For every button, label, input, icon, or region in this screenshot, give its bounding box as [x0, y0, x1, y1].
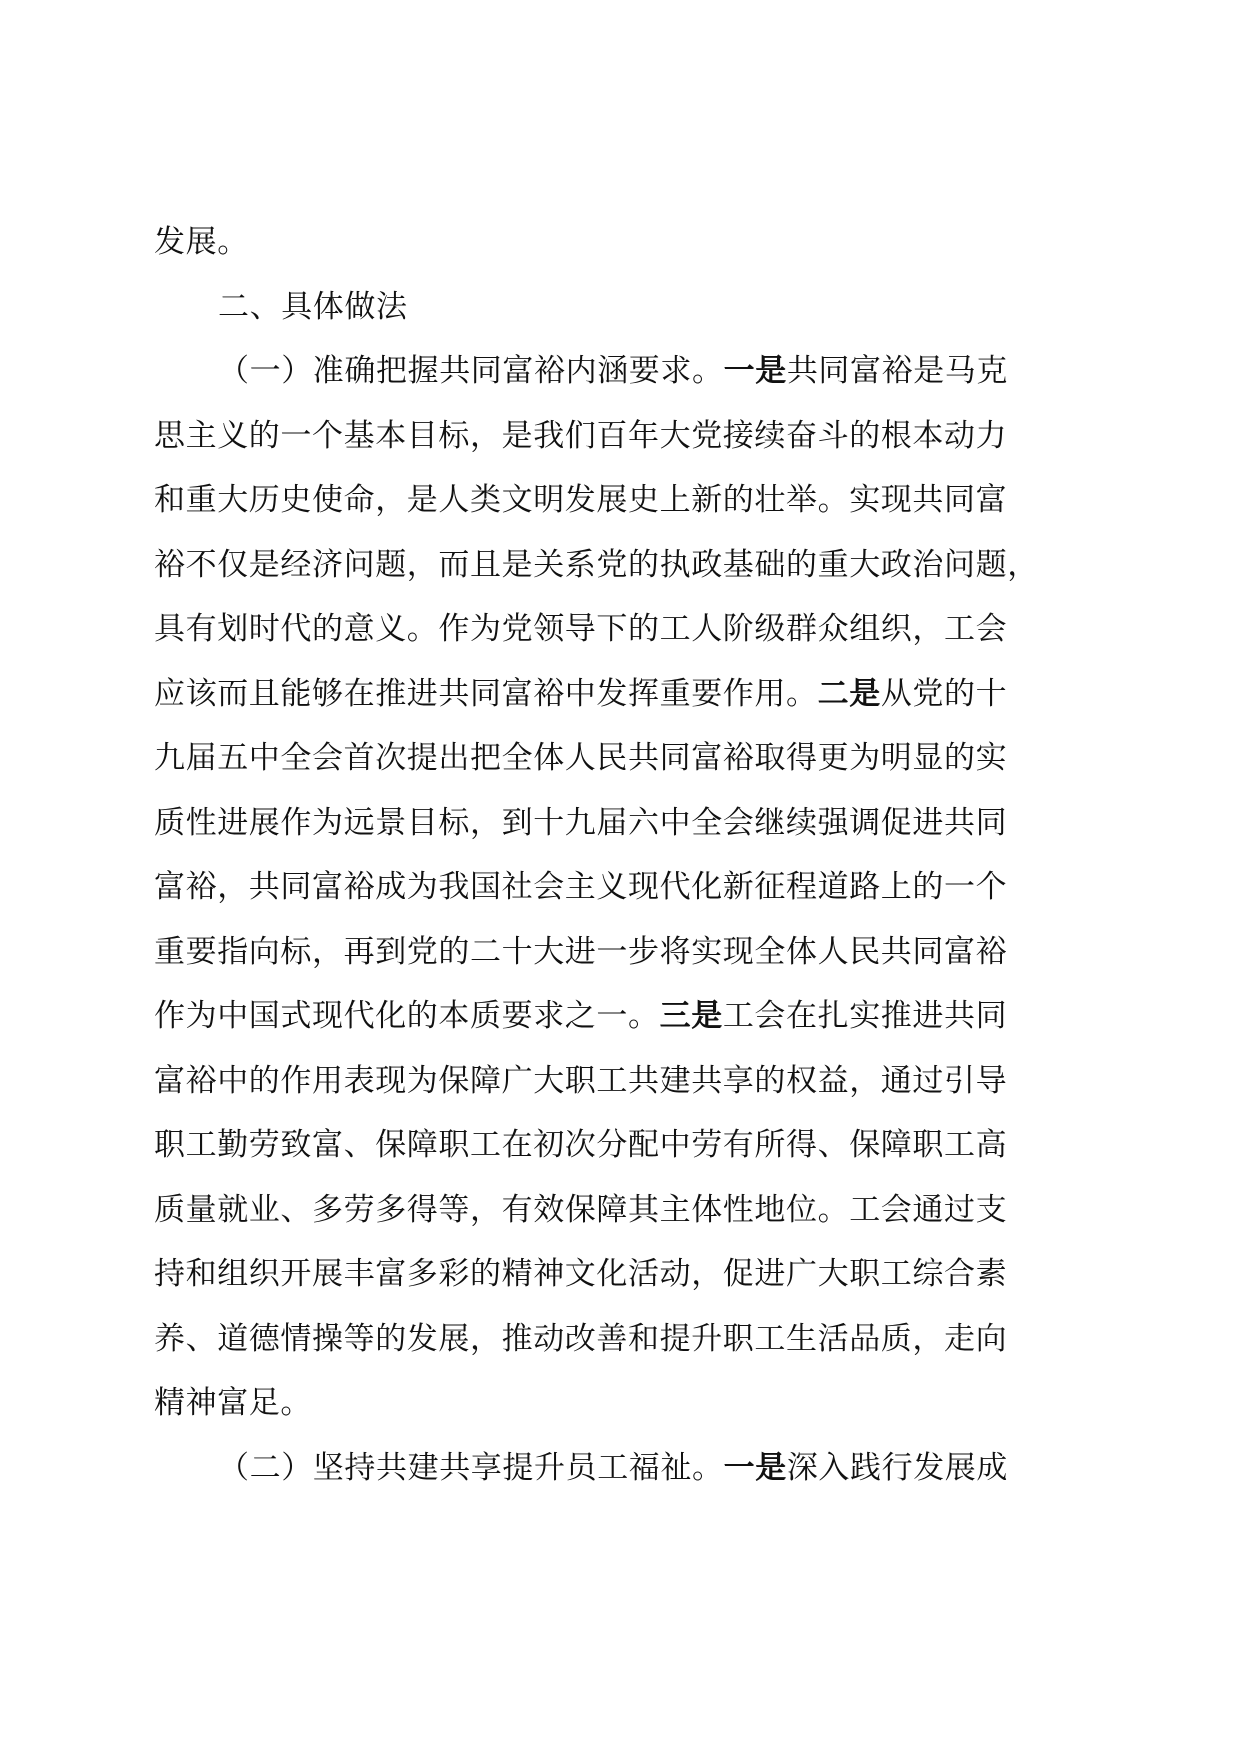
text-line — [154, 1178, 1094, 1243]
bold-emphasis: 二是 — [817, 675, 881, 712]
text-segment: 质性进展作为远景目标，到十九届六中全会继续强调促进共同 — [154, 804, 1008, 841]
bold-emphasis: 一是 — [723, 353, 787, 389]
text-segment: 富裕，共同富裕成为我国社会主义现代化新征程道路上的一个 — [154, 869, 1008, 905]
text-line — [154, 1436, 1094, 1501]
text-segment: 九届五中全会首次提出把全体人民共同富裕取得更为明显的实 — [154, 740, 1008, 776]
text-segment: 具有划时代的意义。作为党领导下的工人阶级群众组织，工会 — [154, 611, 1008, 647]
text-line — [154, 275, 1094, 340]
text-line — [154, 1113, 1094, 1178]
text-segment: 二、具体做法 — [218, 288, 408, 325]
text-segment: 裕不仅是经济问题，而且是关系党的执政基础的重大政治问题， — [154, 546, 1039, 583]
text-line — [154, 920, 1094, 985]
text-segment: （一）准确把握共同富裕内涵要求。 — [218, 353, 724, 389]
text-segment: 富裕中的作用表现为保障广大职工共建共享的权益，通过引导 — [154, 1062, 1008, 1099]
bold-emphasis: 三是 — [659, 998, 723, 1034]
text-line — [154, 597, 1094, 662]
text-line — [154, 210, 1094, 275]
text-line — [154, 791, 1094, 856]
text-segment: （二）坚持共建共享提升员工福祉。 — [218, 1449, 724, 1486]
text-segment: 共同富裕是马克 — [786, 353, 1009, 389]
text-line — [154, 662, 1094, 727]
text-segment: 职工勤劳致富、保障职工在初次分配中劳有所得、保障职工高 — [154, 1127, 1008, 1163]
text-segment: 重要指向标，再到党的二十大进一步将实现全体人民共同富裕 — [154, 933, 1008, 970]
text-line — [154, 1371, 1094, 1436]
text-segment: 应该而且能够在推进共同富裕中发挥重要作用。 — [154, 675, 818, 712]
text-segment: 从党的十 — [880, 675, 1008, 712]
body-text — [154, 210, 1094, 1500]
text-segment: 思主义的一个基本目标，是我们百年大党接续奋斗的根本动力 — [154, 417, 1008, 454]
text-line — [154, 855, 1094, 920]
text-line — [154, 339, 1094, 404]
text-line — [154, 1049, 1094, 1114]
text-line — [154, 1242, 1094, 1307]
text-line — [154, 404, 1094, 469]
text-line — [154, 468, 1094, 533]
text-segment: 和重大历史使命，是人类文明发展史上新的壮举。实现共同富 — [154, 482, 1008, 518]
text-line — [154, 726, 1094, 791]
text-segment: 发展。 — [154, 224, 249, 260]
text-segment: 精神富足。 — [154, 1385, 312, 1421]
text-segment: 养、道德情操等的发展，推动改善和提升职工生活品质，走向 — [154, 1320, 1008, 1357]
text-segment: 质量就业、多劳多得等，有效保障其主体性地位。工会通过支 — [154, 1191, 1008, 1228]
text-segment: 持和组织开展丰富多彩的精神文化活动，促进广大职工综合素 — [154, 1256, 1008, 1292]
text-segment: 深入践行发展成 — [786, 1449, 1009, 1486]
text-segment: 工会在扎实推进共同 — [722, 998, 1008, 1034]
text-segment: 作为中国式现代化的本质要求之一。 — [154, 998, 660, 1034]
text-line — [154, 984, 1094, 1049]
bold-emphasis: 一是 — [723, 1449, 787, 1486]
text-line — [154, 533, 1094, 598]
text-line — [154, 1307, 1094, 1372]
